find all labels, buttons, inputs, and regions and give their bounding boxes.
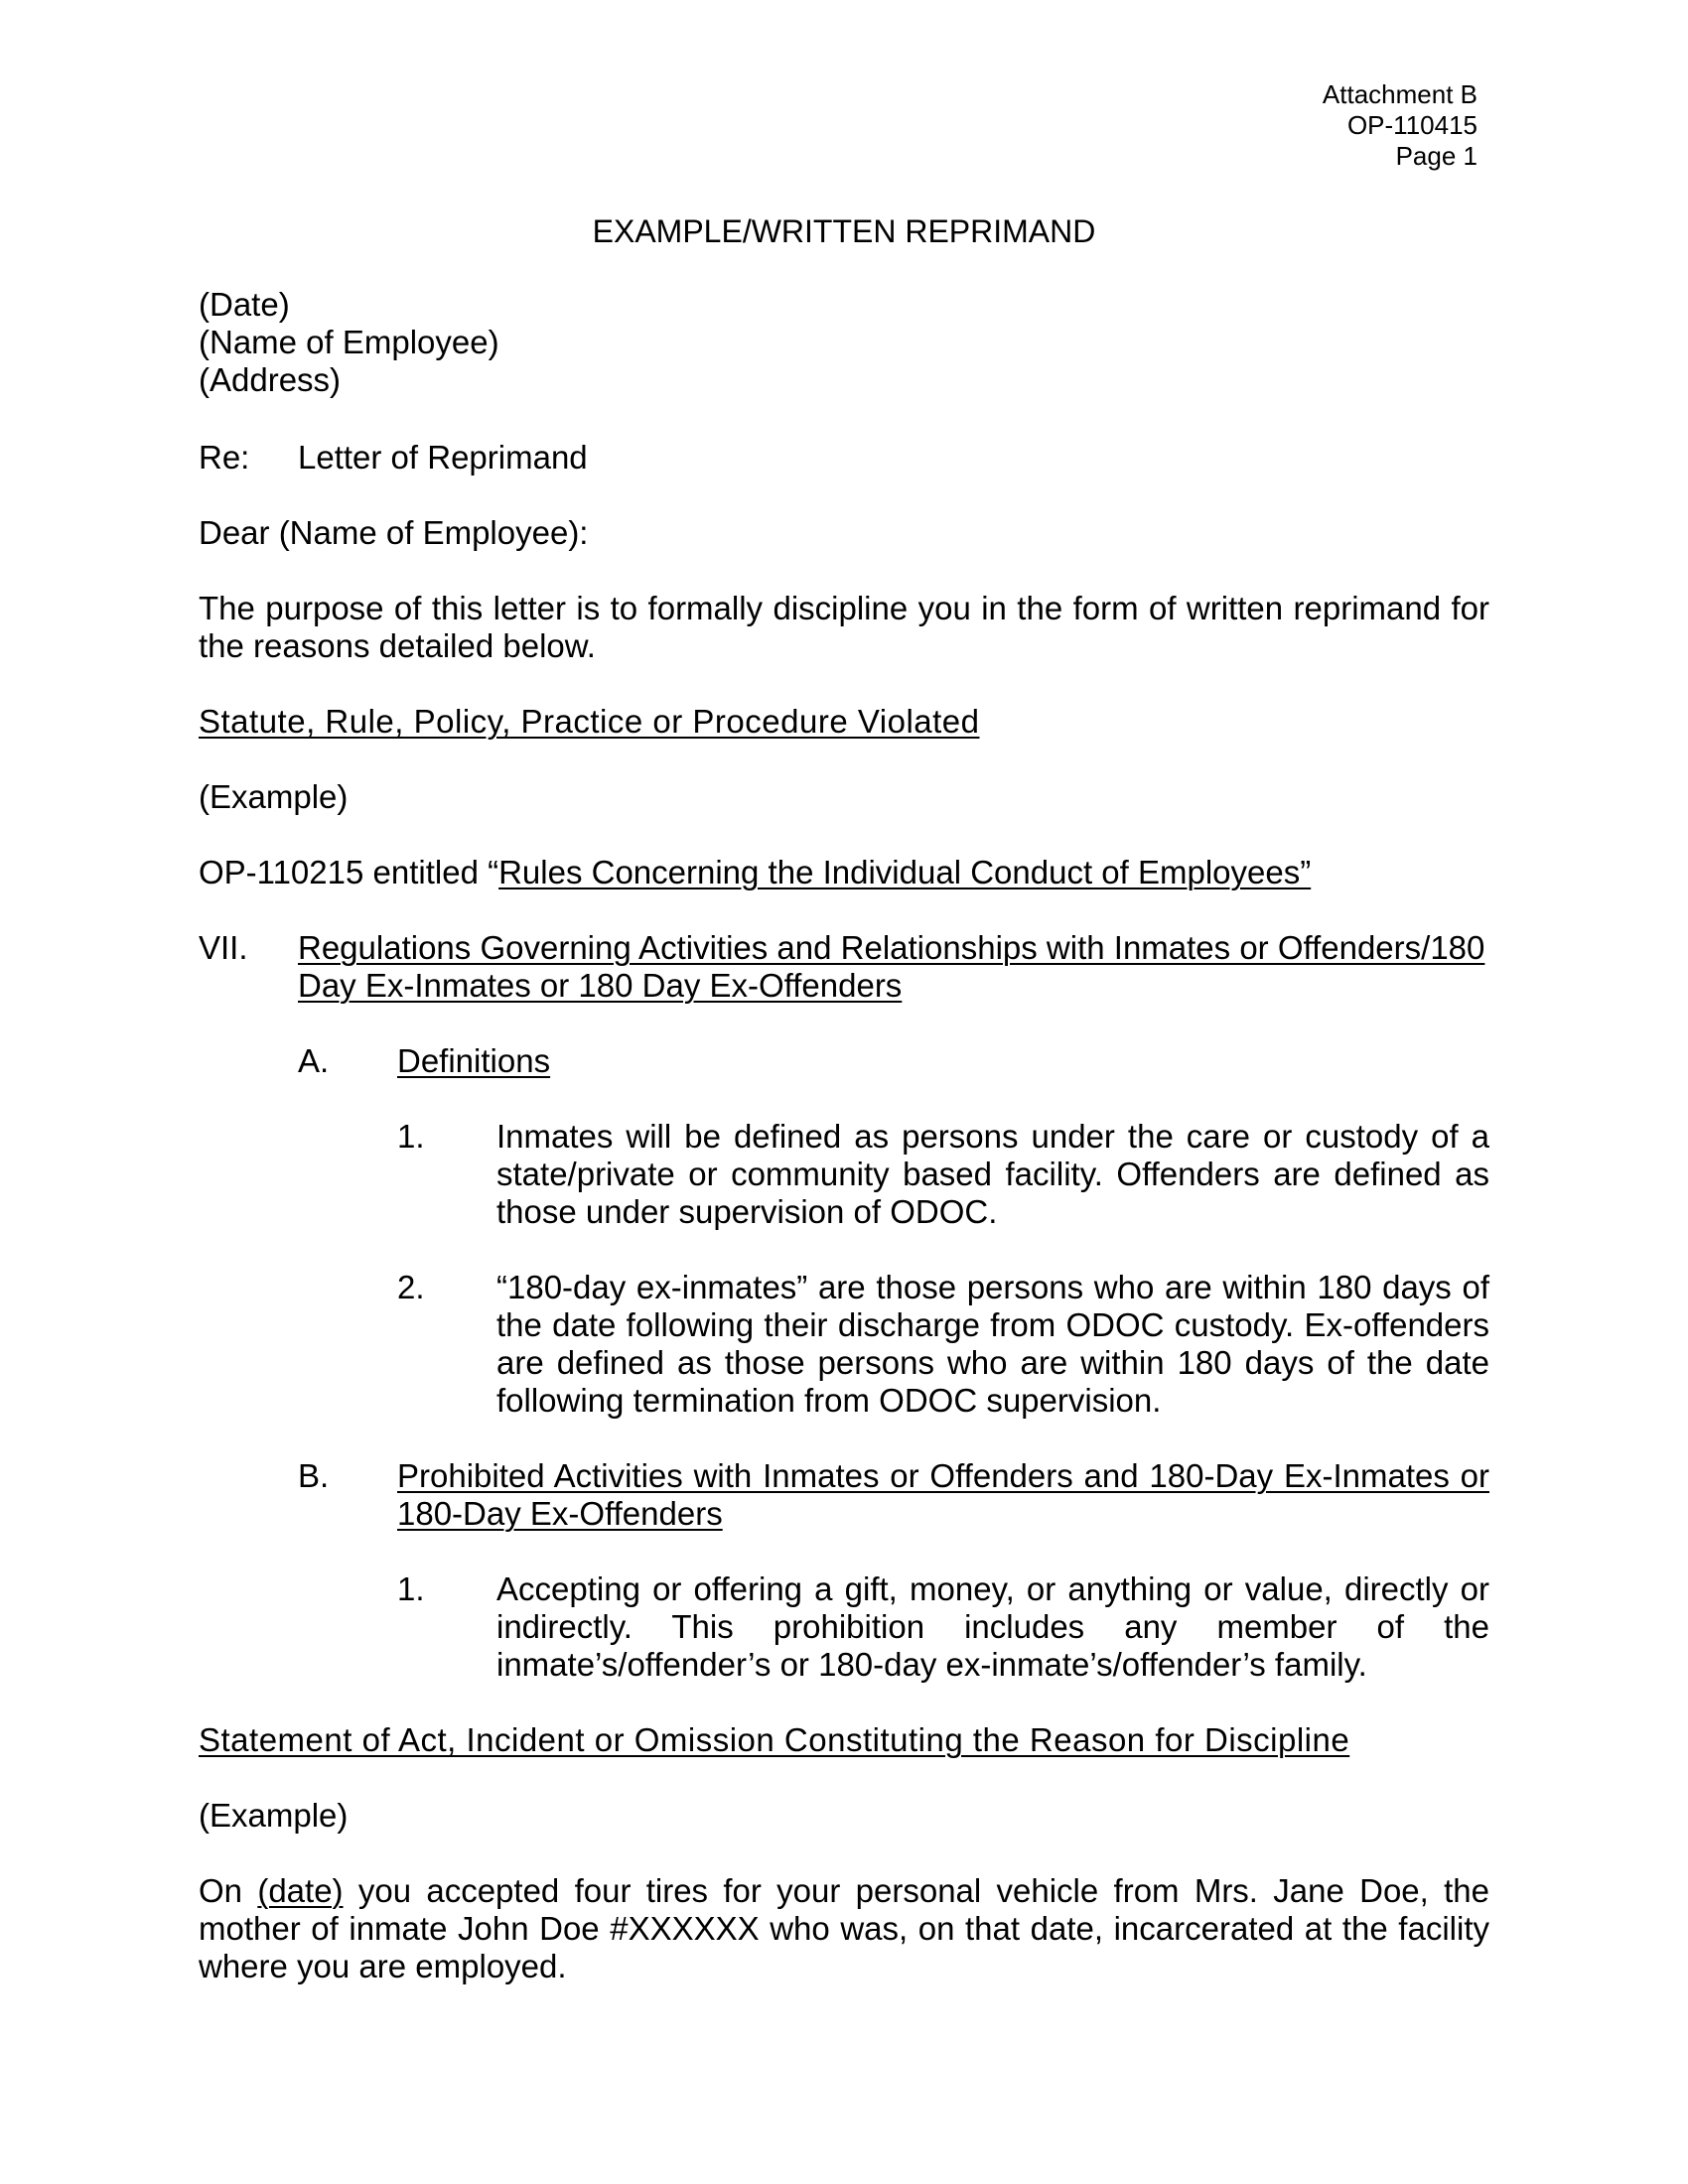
section-heading-text: Statute, Rule, Policy, Practice or Procedure Violated: [199, 703, 980, 740]
statement-line: where you are employed.: [199, 1948, 567, 1984]
definition-line: following termination from ODOC supervision.: [496, 1382, 1162, 1419]
statement-paragraph: [199, 1872, 1489, 1985]
intro-paragraph: [199, 590, 1489, 665]
section-heading-violated: [199, 703, 1489, 741]
prohibited-line: Accepting or offering a gift, money, or anything or value, directly or: [496, 1570, 1489, 1607]
subsection-b-heading-line: 180-Day Ex-Offenders: [397, 1495, 723, 1532]
section-vii-heading-line: Regulations Governing Activities and Relationships with Inmates or Offenders/180: [298, 929, 1485, 966]
attachment-label: Attachment B: [1322, 79, 1477, 109]
definition-line: “180-day ex-inmates” are those persons who are within 180 days of: [496, 1269, 1489, 1305]
definition-item-number: 1.: [397, 1118, 425, 1155]
statement-line: mother of inmate John Doe #XXXXXX who was, on that date, incarcerated at the facility: [199, 1910, 1489, 1947]
section-heading-text: Statement of Act, Incident or Omission Constituting the Reason for Discipline: [199, 1721, 1350, 1758]
address-block: [199, 286, 1489, 399]
example-label: (Example): [199, 1797, 349, 1834]
section-vii: [199, 929, 1489, 1005]
intro-line: the reasons detailed below.: [199, 627, 596, 664]
definition-line: are defined as those persons who are within 180 days of the date: [496, 1344, 1489, 1381]
subsection-a-letter: A.: [298, 1042, 330, 1079]
subsection-a-heading: Definitions: [397, 1042, 551, 1079]
definition-line: those under supervision of ODOC.: [496, 1193, 998, 1230]
statement-line: [199, 1872, 1489, 1910]
op-number: OP-110415: [1346, 110, 1477, 140]
re-line: [199, 439, 1489, 477]
statement-rest: you accepted four tires for your personal vehicle from Mrs. Jane Doe, the: [343, 1872, 1489, 1909]
prohibited-item-number: 1.: [397, 1570, 425, 1607]
page-number: Page 1: [1395, 141, 1477, 171]
section-vii-heading-line: Day Ex-Inmates or 180 Day Ex-Offenders: [298, 967, 903, 1004]
intro-line: The purpose of this letter is to formally discipline you in the form of written reprimand for: [199, 590, 1489, 626]
definition-item-1: [199, 1118, 1489, 1231]
statement-prefix: On: [199, 1872, 258, 1909]
document-title: EXAMPLE/WRITTEN REPRIMAND: [592, 213, 1096, 249]
section-vii-heading: [298, 929, 1489, 1005]
example-label: (Example): [199, 778, 349, 815]
op-reference: [199, 854, 1489, 891]
prohibited-item-1: [199, 1570, 1489, 1684]
subsection-b-letter: B.: [298, 1457, 330, 1494]
op-reference-prefix: OP-110215 entitled “: [199, 854, 499, 890]
section-vii-numeral: VII.: [199, 929, 248, 966]
definition-item-2: [199, 1269, 1489, 1420]
subsection-b: [199, 1457, 1489, 1533]
address-employee-name: (Name of Employee): [199, 324, 499, 360]
page-header: [882, 79, 1477, 172]
statement-date: (date): [257, 1872, 344, 1909]
definition-line: Inmates will be defined as persons under the care or custody of a: [496, 1118, 1489, 1155]
re-subject: Letter of Reprimand: [298, 439, 588, 476]
address-line: (Address): [199, 361, 342, 398]
definition-line: state/private or community based facility. Offenders are defined as: [496, 1156, 1489, 1192]
definition-line: the date following their discharge from ODOC custody. Ex-offenders: [496, 1306, 1489, 1343]
address-date: (Date): [199, 286, 290, 323]
subsection-b-heading-line: Prohibited Activities with Inmates or Offenders and 180-Day Ex-Inmates or: [397, 1457, 1489, 1494]
subsection-a: [199, 1042, 1489, 1080]
op-reference-title: Rules Concerning the Individual Conduct of Employees”: [498, 854, 1312, 890]
salutation: Dear (Name of Employee):: [199, 514, 589, 551]
section-heading-statement: [199, 1721, 1489, 1759]
prohibited-line: inmate’s/offender’s or 180-day ex-inmate’s/offender’s family.: [496, 1646, 1367, 1683]
re-label: Re:: [199, 439, 250, 476]
definition-item-number: 2.: [397, 1269, 425, 1305]
prohibited-line: indirectly. This prohibition includes any member of the: [496, 1608, 1489, 1645]
